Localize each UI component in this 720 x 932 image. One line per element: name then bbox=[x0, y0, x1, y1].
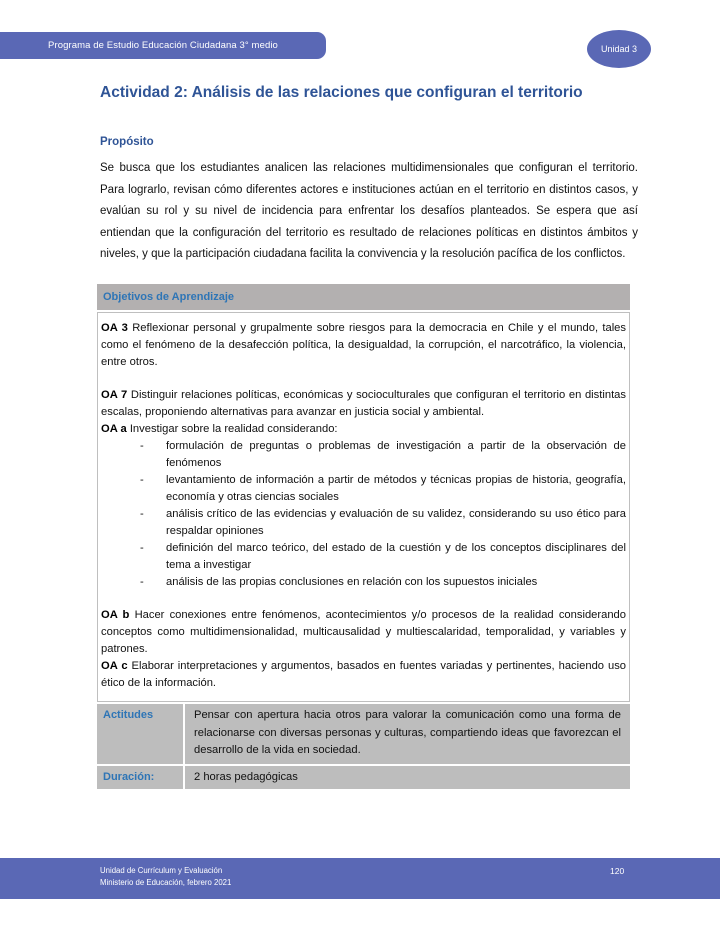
footer-line2: Ministerio de Educación, febrero 2021 bbox=[100, 878, 232, 887]
bullet-text: formulación de preguntas o problemas de investigación a partir de la observación de fenómenos bbox=[166, 440, 626, 469]
unit-badge-label: Unidad 3 bbox=[600, 44, 638, 54]
oab-paragraph bbox=[101, 607, 626, 658]
duracion-text-cell: 2 horas pedagógicas bbox=[185, 766, 630, 790]
bullet-text: levantamiento de información a partir de métodos y técnicas propias de historia, geografía, economía y otras ciencias sociales bbox=[166, 474, 626, 503]
oa7-label: OA 7 bbox=[101, 389, 128, 401]
oaa-text: Investigar sobre la realidad considerando: bbox=[129, 423, 338, 435]
program-header-badge bbox=[0, 32, 326, 59]
actitudes-text-cell: Pensar con apertura hacia otros para valorar la comunicación como una forma de relacionarse con diversas personas y culturas, compartiendo ideas que favorezcan el desarrollo de la vida en sociedad. bbox=[185, 704, 630, 764]
objetivos-header-label: Objetivos de Aprendizaje bbox=[103, 291, 235, 303]
footer-bar bbox=[0, 858, 720, 899]
bullet-dash: - bbox=[140, 542, 144, 554]
oa3-label: OA 3 bbox=[101, 322, 128, 334]
oaa-paragraph bbox=[101, 421, 626, 438]
oaa-label: OA a bbox=[101, 423, 127, 435]
bullet-text: análisis de las propias conclusiones en relación con los supuestos iniciales bbox=[166, 576, 538, 588]
paragraph-spacer bbox=[101, 371, 626, 387]
bullet-dash: - bbox=[140, 474, 144, 486]
oaa-bullet-item bbox=[101, 574, 626, 591]
oa7-text: Distinguir relaciones políticas, económicas y socioculturales que configuran el territorio en distintas escalas, proponiendo alternativas para avanzar en justicia social y ambiental. bbox=[101, 389, 626, 418]
bullet-dash: - bbox=[140, 576, 144, 588]
actitudes-label-cell: Actitudes bbox=[97, 704, 183, 764]
actitudes-row bbox=[97, 704, 630, 764]
duracion-row bbox=[97, 766, 630, 790]
page-number: 120 bbox=[610, 866, 625, 876]
oac-label: OA c bbox=[101, 660, 128, 672]
footer-credits bbox=[100, 865, 231, 889]
objetivos-header bbox=[97, 284, 630, 310]
unit-badge bbox=[587, 30, 651, 68]
oac-text: Elaborar interpretaciones y argumentos, basados en fuentes variadas y pertinentes, haciendo uso ético de la información. bbox=[101, 660, 627, 689]
activity-title: Actividad 2: Análisis de las relaciones que configuran el territorio bbox=[100, 84, 583, 101]
oaa-bullet-item bbox=[101, 540, 626, 574]
bullet-text: análisis crítico de las evidencias y evaluación de su validez, considerando su uso ético para respaldar opiniones bbox=[166, 508, 626, 537]
oa3-text: Reflexionar personal y grupalmente sobre riesgos para la democracia en Chile y el mundo, tales como el fenómeno de la desafección política, la desigualdad, la corrupción, el narcotráfico, la violencia, entre otros. bbox=[101, 322, 627, 368]
duracion-label-cell: Duración: bbox=[97, 766, 183, 790]
oab-text: Hacer conexiones entre fenómenos, acontecimientos y/o procesos de la realidad considerando conceptos como multidimensionalidad, multicausalidad y multiescalaridad, temporalidad, y variables y patrones. bbox=[101, 609, 627, 655]
oaa-bullet-item bbox=[101, 472, 626, 506]
objetivos-table bbox=[97, 284, 630, 789]
footer-line1: Unidad de Currículum y Evaluación bbox=[100, 866, 223, 875]
objetivos-body-cell bbox=[97, 312, 630, 702]
proposito-paragraph: Se busca que los estudiantes analicen las relaciones multidimensionales que configuran el territorio. Para lograrlo, revisan cómo diferentes actores e instituciones actúan en el territorio en distintos casos, y evalúan su rol y su nivel de incidencia para enfrentar los desafíos planteados. Se espera que así entiendan que la configuración del territorio es resultado de relaciones políticas en distintos ámbitos y niveles, y que la participación ciudadana facilita la convivencia y la resolución pacífica de los conflictos. bbox=[100, 162, 638, 261]
oab-label: OA b bbox=[101, 609, 130, 621]
proposito-heading: Propósito bbox=[100, 136, 154, 148]
oac-paragraph bbox=[101, 658, 626, 692]
program-header-label: Programa de Estudio Educación Ciudadana 3° medio bbox=[48, 40, 278, 51]
oa7-paragraph bbox=[101, 387, 626, 421]
paragraph-spacer bbox=[101, 591, 626, 607]
oaa-bullet-item bbox=[101, 506, 626, 540]
oaa-bullet-item bbox=[101, 438, 626, 472]
oa3-paragraph bbox=[101, 320, 626, 371]
bullet-dash: - bbox=[140, 508, 144, 520]
bullet-text: definición del marco teórico, del estado de la cuestión y de los conceptos disciplinares del tema a investigar bbox=[166, 542, 626, 571]
bullet-dash: - bbox=[140, 440, 144, 452]
